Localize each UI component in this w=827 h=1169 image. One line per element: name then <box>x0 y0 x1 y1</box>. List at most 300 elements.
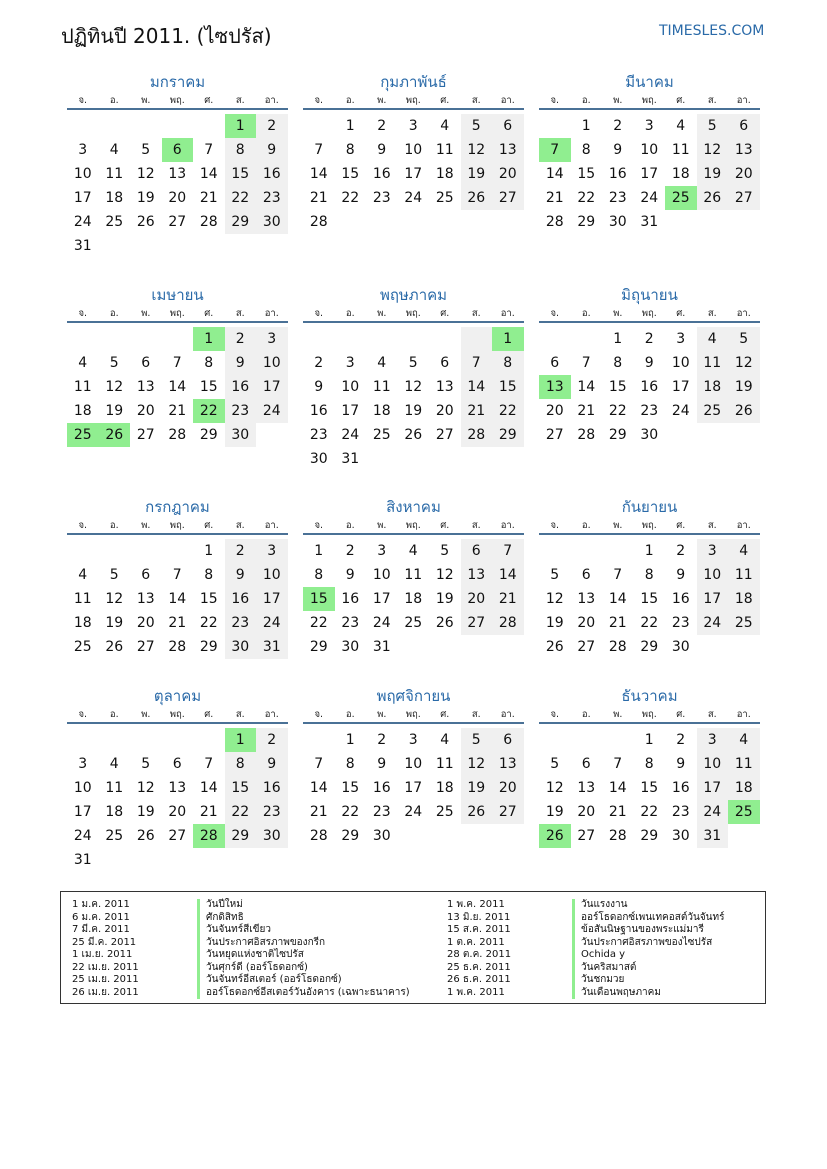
day-cell[interactable]: 3 <box>697 728 729 752</box>
day-cell[interactable]: 3 <box>78 756 88 772</box>
day-cell[interactable]: 18 <box>728 587 760 611</box>
day-cell[interactable]: 10 <box>256 351 288 375</box>
day-cell[interactable]: 17 <box>671 379 690 395</box>
day-cell[interactable]: 11 <box>372 379 391 395</box>
day-cell[interactable]: 11 <box>435 756 454 772</box>
day-cell[interactable]: 14 <box>199 780 218 796</box>
day-cell[interactable]: 10 <box>341 379 360 395</box>
day-cell[interactable]: 2 <box>377 118 387 134</box>
day-cell[interactable]: 6 <box>581 756 591 772</box>
day-cell[interactable]: 30 <box>608 214 627 230</box>
day-cell[interactable]: 3 <box>256 327 288 351</box>
day-cell[interactable]: 10 <box>697 752 729 776</box>
day-cell[interactable]: 7 <box>172 567 182 583</box>
day-cell[interactable]: 23 <box>309 427 328 443</box>
day-cell[interactable]: 28 <box>309 828 328 844</box>
day-cell[interactable]: 28 <box>608 639 627 655</box>
day-cell[interactable]: 8 <box>204 567 214 583</box>
day-cell[interactable]: 15 <box>492 375 524 399</box>
day-cell[interactable]: 31 <box>73 238 92 254</box>
day-cell[interactable]: 18 <box>728 776 760 800</box>
day-cell[interactable]: 30 <box>256 824 288 848</box>
day-cell[interactable]: 4 <box>377 355 387 371</box>
day-cell[interactable]: 24 <box>341 427 360 443</box>
day-cell[interactable]: 1 <box>225 728 257 752</box>
day-cell[interactable]: 19 <box>697 162 729 186</box>
day-cell[interactable]: 21 <box>168 615 187 631</box>
day-cell[interactable]: 17 <box>73 190 92 206</box>
day-cell[interactable]: 15 <box>225 776 257 800</box>
day-cell[interactable]: 23 <box>608 190 627 206</box>
day-cell[interactable]: 23 <box>225 399 257 423</box>
day-cell[interactable]: 12 <box>136 780 155 796</box>
day-cell[interactable]: 2 <box>676 543 686 559</box>
day-cell[interactable]: 25 <box>697 399 729 423</box>
day-cell[interactable]: 24 <box>256 399 288 423</box>
day-cell[interactable]: 4 <box>728 728 760 752</box>
day-cell[interactable]: 19 <box>545 615 564 631</box>
day-cell[interactable]: 20 <box>136 403 155 419</box>
day-cell[interactable]: 29 <box>608 427 627 443</box>
day-cell[interactable]: 12 <box>545 780 564 796</box>
day-cell[interactable]: 3 <box>408 118 418 134</box>
day-cell[interactable]: 1 <box>225 114 257 138</box>
day-cell[interactable]: 27 <box>577 828 596 844</box>
day-cell[interactable]: 24 <box>671 403 690 419</box>
day-cell[interactable]: 18 <box>671 166 690 182</box>
day-cell[interactable]: 31 <box>640 214 659 230</box>
day-cell[interactable]: 30 <box>256 210 288 234</box>
day-cell[interactable]: 14 <box>608 591 627 607</box>
day-cell[interactable]: 18 <box>372 403 391 419</box>
day-cell[interactable]: 15 <box>341 780 360 796</box>
day-cell[interactable]: 11 <box>728 563 760 587</box>
day-cell[interactable]: 24 <box>256 611 288 635</box>
day-cell[interactable]: 14 <box>309 780 328 796</box>
day-cell[interactable]: 8 <box>492 351 524 375</box>
day-cell[interactable]: 25 <box>665 186 697 210</box>
day-cell[interactable]: 30 <box>640 427 659 443</box>
day-cell[interactable]: 25 <box>67 423 99 447</box>
day-cell[interactable]: 9 <box>644 355 654 371</box>
day-cell[interactable]: 23 <box>256 186 288 210</box>
day-cell[interactable]: 22 <box>640 804 659 820</box>
day-cell[interactable]: 19 <box>461 162 493 186</box>
day-cell[interactable]: 21 <box>608 615 627 631</box>
day-cell[interactable]: 6 <box>492 728 524 752</box>
day-cell[interactable]: 26 <box>136 214 155 230</box>
day-cell[interactable]: 7 <box>204 756 214 772</box>
day-cell[interactable]: 8 <box>613 355 623 371</box>
day-cell[interactable]: 24 <box>640 190 659 206</box>
day-cell[interactable]: 28 <box>461 423 493 447</box>
day-cell[interactable]: 21 <box>168 403 187 419</box>
day-cell[interactable]: 29 <box>225 210 257 234</box>
day-cell[interactable]: 12 <box>105 379 124 395</box>
day-cell[interactable]: 19 <box>404 403 423 419</box>
day-cell[interactable]: 19 <box>545 804 564 820</box>
day-cell[interactable]: 26 <box>728 399 760 423</box>
day-cell[interactable]: 17 <box>256 375 288 399</box>
day-cell[interactable]: 16 <box>608 166 627 182</box>
day-cell[interactable]: 7 <box>172 355 182 371</box>
day-cell[interactable]: 31 <box>697 824 729 848</box>
day-cell[interactable]: 22 <box>608 403 627 419</box>
day-cell[interactable]: 22 <box>225 186 257 210</box>
day-cell[interactable]: 2 <box>676 732 686 748</box>
day-cell[interactable]: 2 <box>345 543 355 559</box>
day-cell[interactable]: 5 <box>141 142 151 158</box>
day-cell[interactable]: 24 <box>404 190 423 206</box>
day-cell[interactable]: 18 <box>435 166 454 182</box>
day-cell[interactable]: 9 <box>676 756 686 772</box>
day-cell[interactable]: 28 <box>193 824 225 848</box>
day-cell[interactable]: 7 <box>613 756 623 772</box>
day-cell[interactable]: 18 <box>404 591 423 607</box>
day-cell[interactable]: 23 <box>225 611 257 635</box>
day-cell[interactable]: 18 <box>73 615 92 631</box>
day-cell[interactable]: 7 <box>314 142 324 158</box>
day-cell[interactable]: 6 <box>492 114 524 138</box>
day-cell[interactable]: 11 <box>435 142 454 158</box>
day-cell[interactable]: 2 <box>256 114 288 138</box>
day-cell[interactable]: 25 <box>728 800 760 824</box>
day-cell[interactable]: 30 <box>225 423 257 447</box>
day-cell[interactable]: 21 <box>608 804 627 820</box>
day-cell[interactable]: 9 <box>225 351 257 375</box>
day-cell[interactable]: 13 <box>435 379 454 395</box>
day-cell[interactable]: 29 <box>199 639 218 655</box>
day-cell[interactable]: 5 <box>728 327 760 351</box>
day-cell[interactable]: 11 <box>73 379 92 395</box>
day-cell[interactable]: 18 <box>73 403 92 419</box>
day-cell[interactable]: 27 <box>168 828 187 844</box>
day-cell[interactable]: 4 <box>78 355 88 371</box>
day-cell[interactable]: 9 <box>613 142 623 158</box>
day-cell[interactable]: 5 <box>461 728 493 752</box>
day-cell[interactable]: 1 <box>581 118 591 134</box>
day-cell[interactable]: 28 <box>309 214 328 230</box>
day-cell[interactable]: 19 <box>136 804 155 820</box>
day-cell[interactable]: 16 <box>640 379 659 395</box>
day-cell[interactable]: 10 <box>404 142 423 158</box>
day-cell[interactable]: 5 <box>461 114 493 138</box>
day-cell[interactable]: 12 <box>461 752 493 776</box>
day-cell[interactable]: 28 <box>577 427 596 443</box>
day-cell[interactable]: 8 <box>581 142 591 158</box>
day-cell[interactable]: 9 <box>256 138 288 162</box>
day-cell[interactable]: 20 <box>545 403 564 419</box>
day-cell[interactable]: 19 <box>136 190 155 206</box>
day-cell[interactable]: 9 <box>345 567 355 583</box>
day-cell[interactable]: 4 <box>109 756 119 772</box>
day-cell[interactable]: 13 <box>136 591 155 607</box>
day-cell[interactable]: 25 <box>435 804 454 820</box>
day-cell[interactable]: 9 <box>256 752 288 776</box>
day-cell[interactable]: 1 <box>345 118 355 134</box>
day-cell[interactable]: 13 <box>461 563 493 587</box>
day-cell[interactable]: 4 <box>440 732 450 748</box>
day-cell[interactable]: 16 <box>225 587 257 611</box>
day-cell[interactable]: 24 <box>73 214 92 230</box>
day-cell[interactable]: 20 <box>577 615 596 631</box>
day-cell[interactable]: 14 <box>608 780 627 796</box>
day-cell[interactable]: 28 <box>168 639 187 655</box>
day-cell[interactable]: 10 <box>671 355 690 371</box>
day-cell[interactable]: 8 <box>314 567 324 583</box>
day-cell[interactable]: 14 <box>168 591 187 607</box>
day-cell[interactable]: 19 <box>728 375 760 399</box>
day-cell[interactable]: 2 <box>225 539 257 563</box>
day-cell[interactable]: 10 <box>372 567 391 583</box>
day-cell[interactable]: 19 <box>461 776 493 800</box>
day-cell[interactable]: 17 <box>404 780 423 796</box>
day-cell[interactable]: 23 <box>372 190 391 206</box>
day-cell[interactable]: 10 <box>73 780 92 796</box>
day-cell[interactable]: 12 <box>105 591 124 607</box>
day-cell[interactable]: 29 <box>225 824 257 848</box>
day-cell[interactable]: 16 <box>671 591 690 607</box>
day-cell[interactable]: 6 <box>141 355 151 371</box>
day-cell[interactable]: 25 <box>73 639 92 655</box>
day-cell[interactable]: 30 <box>225 635 257 659</box>
day-cell[interactable]: 10 <box>256 563 288 587</box>
day-cell[interactable]: 26 <box>461 800 493 824</box>
day-cell[interactable]: 21 <box>492 587 524 611</box>
day-cell[interactable]: 6 <box>172 756 182 772</box>
day-cell[interactable]: 13 <box>168 166 187 182</box>
day-cell[interactable]: 16 <box>671 780 690 796</box>
day-cell[interactable]: 27 <box>136 427 155 443</box>
day-cell[interactable]: 13 <box>136 379 155 395</box>
day-cell[interactable]: 27 <box>545 427 564 443</box>
day-cell[interactable]: 2 <box>314 355 324 371</box>
day-cell[interactable]: 24 <box>73 828 92 844</box>
day-cell[interactable]: 29 <box>199 427 218 443</box>
day-cell[interactable]: 7 <box>613 567 623 583</box>
day-cell[interactable]: 12 <box>461 138 493 162</box>
day-cell[interactable]: 5 <box>440 543 450 559</box>
day-cell[interactable]: 10 <box>640 142 659 158</box>
day-cell[interactable]: 16 <box>225 375 257 399</box>
day-cell[interactable]: 5 <box>408 355 418 371</box>
day-cell[interactable]: 9 <box>377 142 387 158</box>
day-cell[interactable]: 26 <box>697 186 729 210</box>
day-cell[interactable]: 5 <box>141 756 151 772</box>
day-cell[interactable]: 3 <box>78 142 88 158</box>
day-cell[interactable]: 31 <box>341 451 360 467</box>
day-cell[interactable]: 14 <box>492 563 524 587</box>
day-cell[interactable]: 27 <box>728 186 760 210</box>
day-cell[interactable]: 24 <box>372 615 391 631</box>
day-cell[interactable]: 13 <box>492 752 524 776</box>
day-cell[interactable]: 15 <box>640 591 659 607</box>
day-cell[interactable]: 29 <box>640 639 659 655</box>
day-cell[interactable]: 1 <box>644 732 654 748</box>
day-cell[interactable]: 5 <box>550 567 560 583</box>
day-cell[interactable]: 17 <box>697 587 729 611</box>
day-cell[interactable]: 14 <box>168 379 187 395</box>
day-cell[interactable]: 1 <box>644 543 654 559</box>
day-cell[interactable]: 20 <box>168 804 187 820</box>
day-cell[interactable]: 11 <box>404 567 423 583</box>
day-cell[interactable]: 1 <box>345 732 355 748</box>
day-cell[interactable]: 3 <box>345 355 355 371</box>
day-cell[interactable]: 4 <box>728 539 760 563</box>
day-cell[interactable]: 9 <box>377 756 387 772</box>
day-cell[interactable]: 6 <box>728 114 760 138</box>
day-cell[interactable]: 18 <box>105 804 124 820</box>
day-cell[interactable]: 25 <box>372 427 391 443</box>
day-cell[interactable]: 12 <box>435 567 454 583</box>
day-cell[interactable]: 19 <box>435 591 454 607</box>
day-cell[interactable]: 29 <box>341 828 360 844</box>
day-cell[interactable]: 25 <box>435 190 454 206</box>
day-cell[interactable]: 21 <box>309 190 328 206</box>
day-cell[interactable]: 28 <box>199 214 218 230</box>
day-cell[interactable]: 21 <box>577 403 596 419</box>
day-cell[interactable]: 15 <box>640 780 659 796</box>
day-cell[interactable]: 6 <box>461 539 493 563</box>
day-cell[interactable]: 16 <box>309 403 328 419</box>
day-cell[interactable]: 3 <box>377 543 387 559</box>
day-cell[interactable]: 1 <box>193 327 225 351</box>
day-cell[interactable]: 17 <box>73 804 92 820</box>
day-cell[interactable]: 3 <box>256 539 288 563</box>
day-cell[interactable]: 22 <box>577 190 596 206</box>
day-cell[interactable]: 29 <box>309 639 328 655</box>
day-cell[interactable]: 4 <box>109 142 119 158</box>
day-cell[interactable]: 11 <box>105 166 124 182</box>
day-cell[interactable]: 28 <box>608 828 627 844</box>
day-cell[interactable]: 27 <box>136 639 155 655</box>
day-cell[interactable]: 12 <box>404 379 423 395</box>
day-cell[interactable]: 17 <box>404 166 423 182</box>
day-cell[interactable]: 16 <box>256 162 288 186</box>
day-cell[interactable]: 21 <box>199 190 218 206</box>
day-cell[interactable]: 30 <box>341 639 360 655</box>
day-cell[interactable]: 11 <box>671 142 690 158</box>
day-cell[interactable]: 5 <box>109 567 119 583</box>
day-cell[interactable]: 18 <box>435 780 454 796</box>
day-cell[interactable]: 26 <box>99 423 131 447</box>
day-cell[interactable]: 26 <box>136 828 155 844</box>
day-cell[interactable]: 24 <box>697 611 729 635</box>
day-cell[interactable]: 31 <box>73 852 92 868</box>
day-cell[interactable]: 6 <box>581 567 591 583</box>
day-cell[interactable]: 15 <box>199 379 218 395</box>
day-cell[interactable]: 24 <box>404 804 423 820</box>
day-cell[interactable]: 27 <box>168 214 187 230</box>
day-cell[interactable]: 25 <box>404 615 423 631</box>
day-cell[interactable]: 1 <box>314 543 324 559</box>
day-cell[interactable]: 27 <box>577 639 596 655</box>
day-cell[interactable]: 11 <box>73 591 92 607</box>
day-cell[interactable]: 11 <box>728 752 760 776</box>
day-cell[interactable]: 8 <box>345 142 355 158</box>
day-cell[interactable]: 18 <box>105 190 124 206</box>
day-cell[interactable]: 4 <box>78 567 88 583</box>
day-cell[interactable]: 4 <box>676 118 686 134</box>
day-cell[interactable]: 17 <box>640 166 659 182</box>
day-cell[interactable]: 7 <box>204 142 214 158</box>
day-cell[interactable]: 15 <box>608 379 627 395</box>
day-cell[interactable]: 23 <box>256 800 288 824</box>
day-cell[interactable]: 26 <box>435 615 454 631</box>
day-cell[interactable]: 7 <box>581 355 591 371</box>
day-cell[interactable]: 28 <box>545 214 564 230</box>
day-cell[interactable]: 8 <box>345 756 355 772</box>
day-cell[interactable]: 17 <box>256 587 288 611</box>
day-cell[interactable]: 7 <box>461 351 493 375</box>
day-cell[interactable]: 3 <box>408 732 418 748</box>
day-cell[interactable]: 6 <box>440 355 450 371</box>
day-cell[interactable]: 3 <box>697 539 729 563</box>
day-cell[interactable]: 12 <box>136 166 155 182</box>
day-cell[interactable]: 14 <box>461 375 493 399</box>
day-cell[interactable]: 6 <box>162 138 194 162</box>
day-cell[interactable]: 6 <box>550 355 560 371</box>
day-cell[interactable]: 8 <box>644 567 654 583</box>
site-link[interactable]: TIMESLES.COM <box>659 23 765 39</box>
day-cell[interactable]: 20 <box>435 403 454 419</box>
day-cell[interactable]: 11 <box>697 351 729 375</box>
day-cell[interactable]: 22 <box>492 399 524 423</box>
day-cell[interactable]: 20 <box>168 190 187 206</box>
day-cell[interactable]: 28 <box>492 611 524 635</box>
day-cell[interactable]: 30 <box>671 639 690 655</box>
day-cell[interactable]: 2 <box>644 331 654 347</box>
day-cell[interactable]: 15 <box>341 166 360 182</box>
day-cell[interactable]: 10 <box>697 563 729 587</box>
day-cell[interactable]: 7 <box>492 539 524 563</box>
day-cell[interactable]: 1 <box>613 331 623 347</box>
day-cell[interactable]: 22 <box>193 399 225 423</box>
day-cell[interactable]: 14 <box>199 166 218 182</box>
day-cell[interactable]: 20 <box>461 587 493 611</box>
day-cell[interactable]: 15 <box>577 166 596 182</box>
day-cell[interactable]: 29 <box>492 423 524 447</box>
day-cell[interactable]: 26 <box>461 186 493 210</box>
day-cell[interactable]: 11 <box>105 780 124 796</box>
day-cell[interactable]: 29 <box>577 214 596 230</box>
day-cell[interactable]: 22 <box>341 190 360 206</box>
day-cell[interactable]: 13 <box>577 780 596 796</box>
day-cell[interactable]: 27 <box>461 611 493 635</box>
day-cell[interactable]: 27 <box>492 186 524 210</box>
day-cell[interactable]: 7 <box>539 138 571 162</box>
day-cell[interactable]: 20 <box>492 776 524 800</box>
day-cell[interactable]: 15 <box>225 162 257 186</box>
day-cell[interactable]: 17 <box>697 776 729 800</box>
day-cell[interactable]: 19 <box>105 403 124 419</box>
day-cell[interactable]: 8 <box>225 752 257 776</box>
day-cell[interactable]: 8 <box>204 355 214 371</box>
day-cell[interactable]: 2 <box>225 327 257 351</box>
day-cell[interactable]: 18 <box>697 375 729 399</box>
day-cell[interactable]: 30 <box>671 828 690 844</box>
day-cell[interactable]: 12 <box>728 351 760 375</box>
day-cell[interactable]: 1 <box>204 543 214 559</box>
day-cell[interactable]: 1 <box>492 327 524 351</box>
day-cell[interactable]: 21 <box>461 399 493 423</box>
day-cell[interactable]: 30 <box>309 451 328 467</box>
day-cell[interactable]: 15 <box>303 587 335 611</box>
day-cell[interactable]: 14 <box>577 379 596 395</box>
day-cell[interactable]: 14 <box>309 166 328 182</box>
day-cell[interactable]: 30 <box>372 828 391 844</box>
day-cell[interactable]: 9 <box>225 563 257 587</box>
